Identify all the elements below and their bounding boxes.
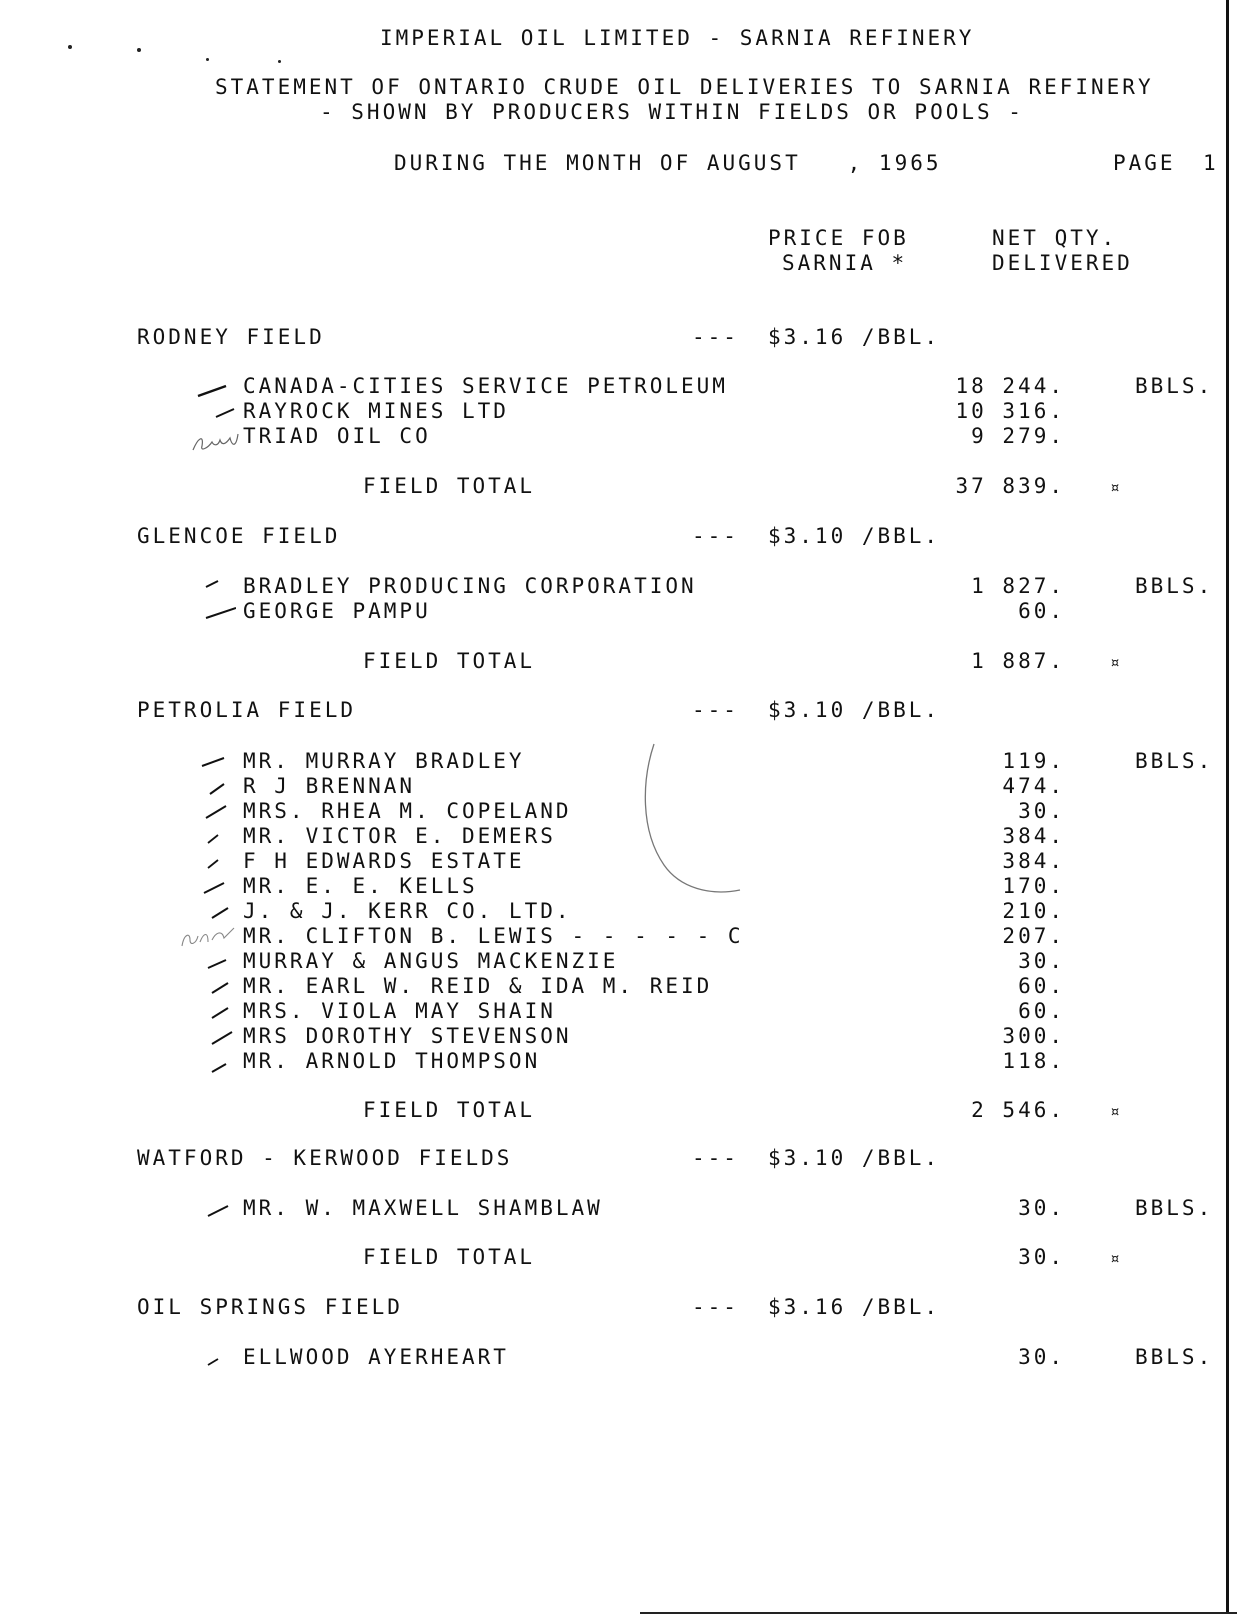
qty-column-header: NET QTY.: [992, 226, 1118, 250]
handwritten-initials-icon: [178, 924, 238, 952]
check-mark-icon: [196, 602, 236, 622]
field-total-qty: 37 839.: [955, 474, 1065, 498]
producer-qty: 118.: [1002, 1049, 1065, 1073]
producer-qty: 210.: [1002, 899, 1065, 923]
unit-label: BBLS.: [1135, 1345, 1214, 1369]
producer-name: F H EDWARDS ESTATE: [243, 849, 525, 873]
producer-name: MURRAY & ANGUS MACKENZIE: [243, 949, 619, 973]
producer-qty: 60.: [1018, 974, 1065, 998]
price-column-header: PRICE FOB: [768, 226, 909, 250]
field-price: $3.16 /BBL.: [768, 325, 941, 349]
handwritten-initials-icon: [190, 428, 242, 456]
check-mark-icon: [196, 802, 236, 822]
producer-qty: 1 827.: [971, 574, 1065, 598]
producer-name: MR. MURRAY BRADLEY: [243, 749, 525, 773]
producer-name: TRIAD OIL CO: [243, 424, 431, 448]
producer-qty: 18 244.: [955, 374, 1065, 398]
check-mark-icon: [196, 827, 236, 847]
field-dash: ---: [692, 524, 739, 548]
field-total-label: FIELD TOTAL: [363, 1098, 536, 1122]
producer-qty: 30.: [1018, 1345, 1065, 1369]
check-mark-icon: [196, 380, 236, 400]
field-dash: ---: [692, 698, 739, 722]
scan-edge-right: [1226, 0, 1229, 1614]
producer-name: J. & J. KERR CO. LTD.: [243, 899, 572, 923]
unit-label: BBLS.: [1135, 374, 1214, 398]
producer-qty: 60.: [1018, 999, 1065, 1023]
producer-qty: 119.: [1002, 749, 1065, 773]
producer-qty: 30.: [1018, 799, 1065, 823]
unit-label: BBLS.: [1135, 574, 1214, 598]
producer-qty: 384.: [1002, 824, 1065, 848]
producer-name: MRS DOROTHY STEVENSON: [243, 1024, 572, 1048]
producer-name: MR. E. E. KELLS: [243, 874, 478, 898]
field-price: $3.16 /BBL.: [768, 1295, 941, 1319]
check-mark-icon: [196, 1200, 236, 1220]
unit-label: BBLS.: [1135, 749, 1214, 773]
scan-speck: [278, 60, 281, 63]
scan-speck: [68, 45, 72, 49]
producer-name: MR. W. MAXWELL SHAMBLAW: [243, 1196, 603, 1220]
page-number: 1: [1203, 151, 1216, 175]
field-total-label: FIELD TOTAL: [363, 1245, 536, 1269]
producer-name: CANADA-CITIES SERVICE PETROLEUM: [243, 374, 728, 398]
check-mark-icon: [196, 752, 236, 772]
producer-name: MR. EARL W. REID & IDA M. REID: [243, 974, 713, 998]
producer-qty: 207.: [1002, 924, 1065, 948]
producer-qty: 30.: [1018, 1196, 1065, 1220]
check-mark-icon: [196, 403, 236, 423]
producer-name: ELLWOOD AYERHEART: [243, 1345, 509, 1369]
price-column-subheader: SARNIA *: [782, 251, 908, 275]
total-mark: ¤: [1110, 1102, 1123, 1121]
producer-qty: 300.: [1002, 1024, 1065, 1048]
check-mark-icon: [196, 778, 236, 798]
field-total-label: FIELD TOTAL: [363, 474, 536, 498]
field-dash: ---: [692, 325, 739, 349]
field-name: WATFORD - KERWOOD FIELDS: [137, 1146, 513, 1170]
field-price: $3.10 /BBL.: [768, 1146, 941, 1170]
check-mark-icon: [196, 977, 236, 997]
page-label: PAGE: [1113, 151, 1176, 175]
field-dash: ---: [692, 1295, 739, 1319]
statement-period: DURING THE MONTH OF AUGUST , 1965: [394, 151, 942, 175]
check-mark-icon: [196, 1002, 236, 1022]
total-mark: ¤: [1110, 653, 1123, 672]
check-mark-icon: [196, 575, 236, 595]
check-mark-icon: [196, 952, 236, 972]
check-mark-icon: [196, 1349, 236, 1369]
producer-name: MR. CLIFTON B. LEWIS - - - - - C: [243, 924, 744, 948]
field-name: RODNEY FIELD: [137, 325, 325, 349]
field-price: $3.10 /BBL.: [768, 698, 941, 722]
producer-qty: 30.: [1018, 949, 1065, 973]
producer-name: MRS. VIOLA MAY SHAIN: [243, 999, 556, 1023]
field-dash: ---: [692, 1146, 739, 1170]
producer-name: BRADLEY PRODUCING CORPORATION: [243, 574, 697, 598]
unit-label: BBLS.: [1135, 1196, 1214, 1220]
producer-name: MRS. RHEA M. COPELAND: [243, 799, 572, 823]
producer-qty: 474.: [1002, 774, 1065, 798]
field-total-label: FIELD TOTAL: [363, 649, 536, 673]
field-total-qty: 1 887.: [971, 649, 1065, 673]
check-mark-icon: [196, 902, 236, 922]
field-price: $3.10 /BBL.: [768, 524, 941, 548]
producer-name: MR. VICTOR E. DEMERS: [243, 824, 556, 848]
field-total-qty: 30.: [1018, 1245, 1065, 1269]
scan-speck: [206, 58, 209, 61]
company-title: IMPERIAL OIL LIMITED - SARNIA REFINERY: [380, 26, 975, 50]
statement-title: STATEMENT OF ONTARIO CRUDE OIL DELIVERIES TO SARNIA REFINERY: [215, 75, 1154, 99]
field-name: OIL SPRINGS FIELD: [137, 1295, 403, 1319]
producer-qty: 9 279.: [971, 424, 1065, 448]
producer-qty: 384.: [1002, 849, 1065, 873]
total-mark: ¤: [1110, 478, 1123, 497]
check-mark-icon: [196, 852, 236, 872]
handwritten-bracket-icon: [640, 740, 750, 900]
scan-speck: [137, 48, 141, 52]
field-name: GLENCOE FIELD: [137, 524, 341, 548]
producer-qty: 170.: [1002, 874, 1065, 898]
check-mark-icon: [196, 877, 236, 897]
field-total-qty: 2 546.: [971, 1098, 1065, 1122]
check-mark-icon: [196, 1028, 236, 1048]
producer-name: MR. ARNOLD THOMPSON: [243, 1049, 541, 1073]
producer-qty: 60.: [1018, 599, 1065, 623]
producer-name: RAYROCK MINES LTD: [243, 399, 509, 423]
producer-qty: 10 316.: [955, 399, 1065, 423]
statement-subtitle: - SHOWN BY PRODUCERS WITHIN FIELDS OR POOLS -: [320, 100, 1024, 124]
producer-name: GEORGE PAMPU: [243, 599, 431, 623]
producer-name: R J BRENNAN: [243, 774, 416, 798]
total-mark: ¤: [1110, 1249, 1123, 1268]
check-mark-icon: [196, 1054, 236, 1074]
qty-column-subheader: DELIVERED: [992, 251, 1133, 275]
field-name: PETROLIA FIELD: [137, 698, 357, 722]
